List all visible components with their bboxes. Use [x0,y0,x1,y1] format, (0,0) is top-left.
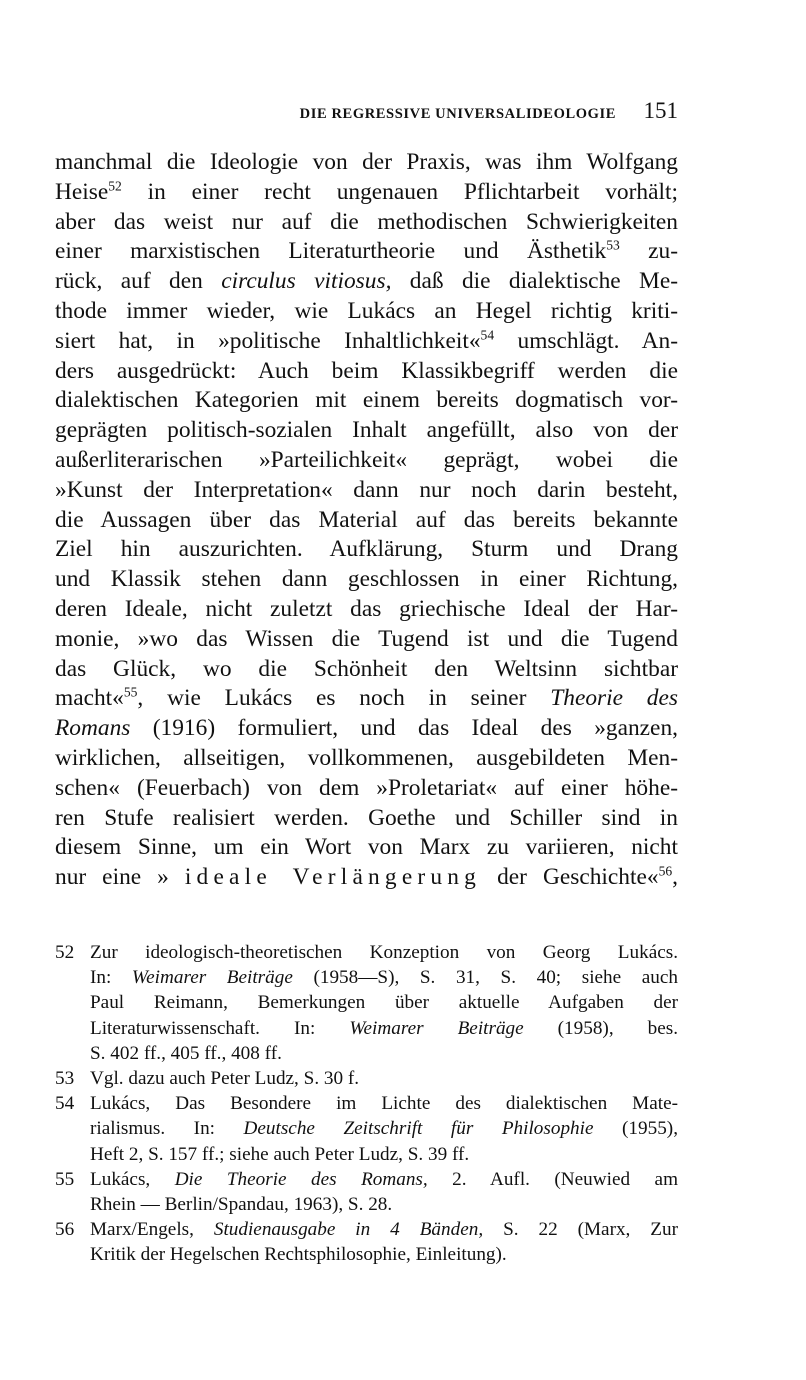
footnote-line [90,1041,678,1066]
text-run: »Kunst der Interpretation« dann nur noch darin besteht, [55,476,678,503]
footnote-ref: 56 [658,863,673,879]
text-run: umschlägt. An- [494,327,678,354]
italic-text: Die Theorie des Romans, [174,1168,428,1190]
text-run: thode immer wieder, wie Lukács an Hegel richtig kriti- [55,297,678,324]
text-line [55,357,678,387]
text-run: (1955), [593,1118,678,1140]
text-run: ders ausgedrückt: Auch beim Klassikbegriff werden die [55,357,678,384]
footnote-ref: 54 [480,327,495,343]
text-line [55,714,678,744]
page-number: 151 [643,98,678,123]
text-line [55,774,678,804]
text-line [55,208,678,238]
text-run: Vgl. dazu auch Peter Ludz, S. 30 f. [90,1068,360,1090]
text-run: ren Stufe realisiert werden. Goethe und Schiller sind in [55,804,678,831]
footnote-56 [55,1217,678,1267]
text-line [55,327,678,357]
footnote-number: 52 [55,942,75,963]
text-run: Lukács, Das Besondere im Lichte des dialektischen Mate- [90,1093,678,1115]
text-run: in einer recht ungenauen Pflichtarbeit vorhält; [121,178,678,205]
italic-text: Studienausgabe in 4 Bänden, [213,1219,484,1241]
text-run: der Geschichte« [481,864,659,891]
footnote-line [90,1242,678,1267]
text-line [55,506,678,536]
text-run: In: [90,967,132,989]
text-run: und Klassik stehen dann geschlossen in einer Richtung, [55,566,678,593]
text-run: macht« [55,685,124,712]
text-run: (1958), bes. [523,1017,679,1039]
text-run: , wie Lukács es noch in seiner [137,685,551,712]
text-line [55,684,678,714]
footnote-line [90,965,678,990]
italic-text: circulus vitiosus, [221,268,392,295]
italic-text: Weimarer Beiträge [349,1017,524,1039]
text-run: Kritik der Hegelschen Rechtsphilosophie, Einleitung). [90,1244,507,1266]
text-line [55,386,678,416]
text-run: siert hat, in »politische Inhaltlichkeit« [55,327,481,354]
footnote-ref: 53 [606,237,620,253]
text-run: (1916) formuliert, und das Ideal des »ganzen, [130,715,678,742]
text-run: diesem Sinne, um ein Wort von Marx zu variieren, nicht [55,834,678,861]
italic-text: Deutsche Zeitschrift für Philosophie [243,1118,594,1140]
italic-text: Theorie des [550,685,678,712]
text-line [55,446,678,476]
footnote-53 [55,1066,678,1091]
footnote-line [90,1016,678,1041]
text-run: wirklichen, allseitigen, vollkommenen, ausgebildeten Men- [55,744,678,771]
text-run: das Glück, wo die Schönheit den Weltsinn sichtbar [55,655,678,682]
text-run: Rhein — Berlin/Spandau, 1963), S. 28. [90,1194,393,1216]
text-line [55,565,678,595]
text-run: Marx/Engels, [90,1219,214,1241]
footnote-line [90,1142,678,1167]
text-run: Literaturwissenschaft. In: [90,1017,350,1039]
text-line [55,625,678,655]
footnote-number: 54 [55,1093,75,1115]
text-run: (1958—S), S. 31, S. 40; siehe auch [292,967,678,989]
footnotes [55,940,678,1268]
footnote-line [90,1192,678,1217]
text-line [55,595,678,625]
text-run: deren Ideale, nicht zuletzt das griechische Ideal der Har- [55,595,678,622]
footnote-number: 53 [55,1068,75,1090]
footnote-line [90,1167,678,1192]
spaced-text: ideale Verlängerung [184,864,482,891]
footnote-line [90,1217,678,1242]
footnote-52 [55,940,678,1066]
text-run: monie, »wo das Wissen die Tugend ist und die Tugend [55,625,678,652]
footnote-ref: 52 [108,178,122,194]
text-line [55,178,678,208]
text-run: S. 402 ff., 405 ff., 408 ff. [90,1042,282,1064]
running-header [55,98,678,132]
footnote-line [90,1091,678,1116]
text-run: rück, auf den [55,268,222,295]
text-line [55,237,678,267]
text-line [55,833,678,863]
text-run: nur eine » [55,864,185,891]
text-run: Heise [55,178,109,205]
text-line [55,476,678,506]
footnote-line [90,1116,678,1141]
footnote-55 [55,1167,678,1217]
text-line [55,148,678,178]
text-run: zu- [619,238,678,265]
text-run: S. 22 (Marx, Zur [483,1219,678,1241]
text-line [55,535,678,565]
footnote-54 [55,1091,678,1167]
footnote-line [90,1066,678,1091]
footnote-line [90,990,678,1015]
footnote-ref: 55 [123,684,138,700]
footnote-number: 56 [55,1219,75,1241]
italic-text: Romans [55,715,131,742]
text-run: die Aussagen über das Material auf das bereits bekannte [55,506,678,533]
text-run: Lukács, [90,1168,175,1190]
text-run: 2. Aufl. (Neuwied am [427,1168,678,1190]
running-title: DIE REGRESSIVE UNIVERSALIDEOLOGIE [299,106,616,122]
text-line [55,297,678,327]
text-line [55,267,678,297]
text-run: dialektischen Kategorien mit einem bereits dogmatisch vor- [55,387,678,414]
text-run: einer marxistischen Literaturtheorie und Ästhetik [55,238,607,265]
text-run: daß die dialektische Me- [391,268,678,295]
text-run: geprägten politisch-sozialen Inhalt angefüllt, also von der [55,417,678,444]
text-line [55,744,678,774]
text-run: schen« (Feuerbach) von dem »Proletariat« auf einer höhe- [55,774,678,801]
text-run: Zur ideologisch-theoretischen Konzeption von Georg Lukács. [90,942,678,963]
text-run: aber das weist nur auf die methodischen Schwierigkeiten [55,208,678,235]
footnote-line [90,940,678,965]
text-run: Heft 2, S. 157 ff.; siehe auch Peter Ludz, S. 39 ff. [90,1143,470,1165]
main-text [55,148,678,893]
text-run: manchmal die Ideologie von der Praxis, was ihm Wolfgang [55,149,678,175]
text-line [55,804,678,834]
text-run: außerliterarischen »Parteilichkeit« geprägt, wobei die [55,446,678,473]
text-line [55,655,678,685]
text-run: Ziel hin auszurichten. Aufklärung, Sturm und Drang [55,536,678,563]
text-run: Paul Reimann, Bemerkungen über aktuelle Aufgaben der [90,992,678,1014]
text-run: , [672,864,679,891]
text-line [55,863,678,893]
footnote-number: 55 [55,1168,75,1190]
italic-text: Weimarer Beiträge [131,967,293,989]
text-line [55,416,678,446]
text-run: rialismus. In: [90,1118,244,1140]
